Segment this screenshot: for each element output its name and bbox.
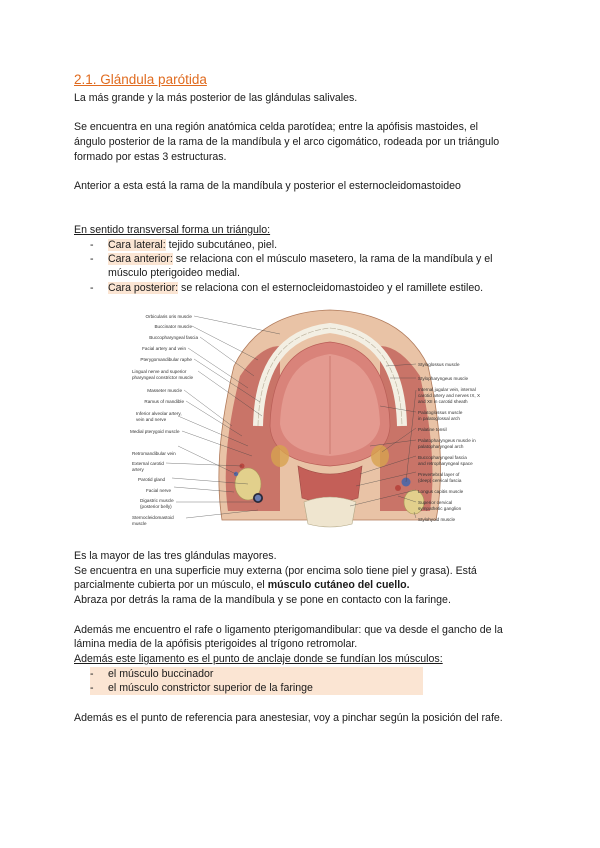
label-prevertebral-cont: (deep) cervical fascia xyxy=(418,478,462,483)
label-medial-pterygoid: Medial pterygoid muscle xyxy=(130,429,180,434)
item-text: se relaciona con el esternocleidomastoideo y el ramillete estileo. xyxy=(178,282,484,294)
surface-line-2 xyxy=(74,578,410,592)
triangle-item-posterior: - Cara posterior: se relaciona con el esternocleidomastoideo y el ramillete estileo. xyxy=(90,282,484,294)
label-internal-jugular-cont1: carotid artery and nerves IX, X xyxy=(418,393,481,398)
label-ramus: Ramus of mandible xyxy=(144,399,184,404)
raphe-line-1: Además me encuentro el rafe o ligamento pterigomandibular: que va desde el gancho de la xyxy=(74,624,503,636)
surface-line-1: Se encuentra en una superficie muy externa (por encima solo tiene piel y grasa). Está xyxy=(74,565,477,577)
anchor-item-buccinator: - el músculo buccinador xyxy=(90,667,423,681)
label-facial-artery: Facial artery and vein xyxy=(142,346,186,351)
label-lingual-nerve: Lingual nerve and superior xyxy=(132,369,187,374)
label-internal-jugular: Internal jugular vein, internal xyxy=(418,387,476,392)
label-external-carotid-cont: artery xyxy=(132,467,144,472)
label-palatoglossus: Palatoglossus muscle xyxy=(418,410,463,415)
label-buccopharyngeal-right-cont: and retropharyngeal space xyxy=(418,461,473,466)
label-inferior-alveolar: Inferior alveolar artery, xyxy=(136,411,182,416)
label-parotid-gland: Parotid gland xyxy=(138,477,166,482)
label-digastric: Digastric muscle xyxy=(140,498,174,503)
label-longus-capitis: Longus capitis muscle xyxy=(418,489,464,494)
label-external-carotid: External carotid xyxy=(132,461,164,466)
embrace-text: Abraza por detrás la rama de la mandíbula y se pone en contacto con la faringe. xyxy=(74,594,451,606)
location-line-3: formado por estas 3 estructuras. xyxy=(74,151,227,163)
label-stylohyoid: Stylohyoid muscle xyxy=(418,517,456,522)
label-masseter: Masseter muscle xyxy=(147,388,182,393)
anterior-text: Anterior a esta está la rama de la mandíbula y posterior el esternocleidomastoideo xyxy=(74,180,461,192)
label-buccopharyngeal-fascia: Buccopharyngeal fascia xyxy=(149,335,198,340)
raphe-line-2: lámina media de la apófisis pterigoides al trígono retromolar. xyxy=(74,638,358,650)
label-buccinator: Buccinator muscle xyxy=(154,324,192,329)
item-text: el músculo buccinador xyxy=(108,668,214,680)
label-stylopharyngeus: Stylopharyngeus muscle xyxy=(418,376,469,381)
label-palatopharyngeus-cont: palatopharyngeal arch xyxy=(418,444,464,449)
triangle-heading: En sentido transversal forma un triángulo: xyxy=(74,224,271,236)
label-superior-cervical-cont: sympathetic ganglion xyxy=(418,506,462,511)
label-palatopharyngeus: Palatopharyngeus muscle in xyxy=(418,438,476,443)
label-styloglossus: Styloglossus muscle xyxy=(418,362,460,367)
label-prevertebral: Prevertebral layer of xyxy=(418,472,460,477)
anatomy-figure xyxy=(130,306,481,532)
label-facial-nerve: Facial nerve xyxy=(146,488,172,493)
label-digastric-cont: (posterior belly) xyxy=(140,504,172,509)
triangle-item-anterior-cont: músculo pterigoideo medial. xyxy=(108,267,240,279)
item-label: Cara posterior: xyxy=(108,282,179,294)
label-sternocleidomastoid: Sternocleidomastoid xyxy=(132,515,174,520)
label-palatoglossus-cont: in palatoglossal arch xyxy=(418,416,460,421)
item-text: el músculo constrictor superior de la faringe xyxy=(108,682,313,694)
label-pterygomandibular-raphe: Pterygomandibular raphe xyxy=(140,357,192,362)
label-sternocleidomastoid-cont: muscle xyxy=(132,521,147,526)
label-palatine-tonsil: Palatine tonsil xyxy=(418,427,447,432)
anesthesia-text: Además es el punto de referencia para anestesiar, voy a pinchar según la posición del rafe. xyxy=(74,712,503,724)
label-inferior-alveolar-cont: vein and nerve xyxy=(136,417,167,422)
surface-line-2-text: parcialmente cubierta por un músculo, el xyxy=(74,579,268,591)
location-line-1: Se encuentra en una región anatómica celda parotídea; entre la apófisis mastoides, el xyxy=(74,121,478,133)
item-text: se relaciona con el músculo masetero, la rama de la mandíbula y el xyxy=(172,253,493,265)
label-orbicularis: Orbicularis oris muscle xyxy=(145,314,192,319)
item-text: tejido subcutáneo, piel. xyxy=(165,239,278,251)
section-title: 2.1. Glándula parótida xyxy=(74,72,207,87)
label-retromandibular-vein: Retromandibular vein xyxy=(132,451,176,456)
anchor-heading: Además este ligamento es el punto de anclaje donde se fundían los músculos: xyxy=(74,653,443,665)
label-buccopharyngeal-right: Buccopharyngeal fascia xyxy=(418,455,467,460)
major-text: Es la mayor de las tres glándulas mayores. xyxy=(74,550,277,562)
label-lingual-nerve-cont: pharyngeal constrictor muscle xyxy=(132,375,194,380)
triangle-item-anterior: - Cara anterior: se relaciona con el músculo masetero, la rama de la mandíbula y el xyxy=(90,253,493,265)
triangle-item-lateral: - Cara lateral: tejido subcutáneo, piel. xyxy=(90,239,278,251)
surface-line-2-bold: músculo cutáneo del cuello. xyxy=(267,579,410,591)
item-label: Cara anterior: xyxy=(108,253,173,265)
intro-text: La más grande y la más posterior de las glándulas salivales. xyxy=(74,92,358,104)
location-line-2: ángulo posterior de la rama de la mandíbula y el arco cigomático, rodeada por un triángulo xyxy=(74,136,500,148)
item-label: Cara lateral: xyxy=(108,239,166,251)
label-superior-cervical: Superior cervical xyxy=(418,500,453,505)
label-internal-jugular-cont2: and XII in carotid sheath xyxy=(418,399,468,404)
oral-cavity-cross-section-illustration xyxy=(130,306,481,532)
anchor-item-constrictor: - el músculo constrictor superior de la faringe xyxy=(90,681,423,695)
